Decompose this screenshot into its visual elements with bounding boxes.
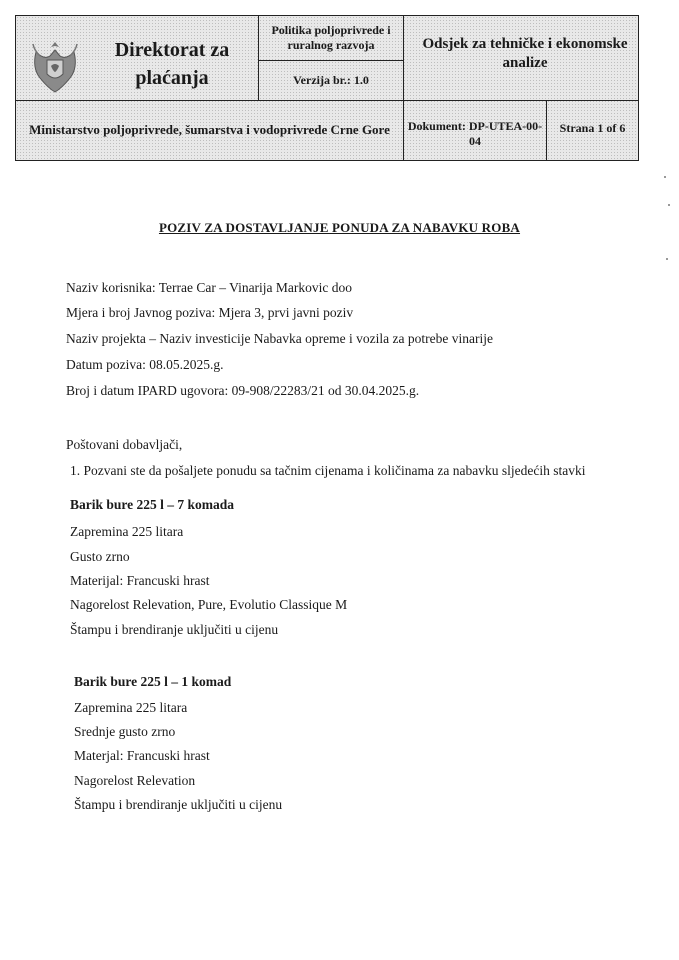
version-label: Verzija br.: 1.0 bbox=[293, 73, 369, 87]
department-title: Odsjek za tehničke i ekonomske analize bbox=[422, 36, 628, 71]
info-line: Datum poziva: 08.05.2025.g. bbox=[66, 357, 224, 372]
item-spec: Materijal: Francuski hrast bbox=[70, 573, 210, 588]
coat-of-arms-icon bbox=[30, 38, 80, 94]
salutation: Poštovani dobavljači, bbox=[66, 437, 183, 452]
scan-artifact bbox=[664, 176, 666, 178]
ministry-title: Ministarstvo poljoprivrede, šumarstva i vodoprivrede Crne Gore bbox=[29, 122, 390, 137]
ministry-cell bbox=[16, 101, 404, 160]
version-cell bbox=[259, 61, 404, 101]
item-spec: Nagorelost Relevation bbox=[74, 773, 196, 788]
item-spec: Materjal: Francuski hrast bbox=[74, 748, 210, 763]
document-code-cell bbox=[404, 101, 547, 160]
info-line: Mjera i broj Javnog poziva: Mjera 3, prvi javni poziv bbox=[66, 305, 354, 320]
item-spec: Nagorelost Relevation, Pure, Evolutio Classique M bbox=[70, 597, 348, 612]
info-line: Broj i datum IPARD ugovora: 09-908/22283/21 od 30.04.2025.g. bbox=[66, 383, 420, 398]
scan-artifact bbox=[666, 258, 668, 260]
policy-cell bbox=[259, 16, 404, 61]
item-spec: Zapremina 225 litara bbox=[70, 524, 184, 539]
item-spec: Srednje gusto zrno bbox=[74, 724, 176, 739]
info-line: Naziv korisnika: Terrae Car – Vinarija Markovic doo bbox=[66, 280, 353, 295]
intro-paragraph: 1. Pozvani ste da pošaljete ponudu sa tačnim cijenama i količinama za nabavku sljedećih stavki bbox=[70, 463, 586, 478]
department-cell bbox=[404, 16, 638, 101]
info-line: Naziv projekta – Naziv investicije Nabavka opreme i vozila za potrebe vinarije bbox=[66, 331, 493, 346]
page-number-cell bbox=[547, 101, 638, 160]
item-spec: Zapremina 225 litara bbox=[74, 700, 188, 715]
item-spec: Štampu i brendiranje uključiti u cijenu bbox=[74, 797, 283, 812]
document-title: POZIV ZA DOSTAVLJANJE PONUDA ZA NABAVKU ROBA bbox=[158, 220, 521, 235]
header-table bbox=[15, 15, 639, 161]
scan-artifact bbox=[668, 204, 670, 206]
item-heading: Barik bure 225 l – 1 komad bbox=[74, 674, 232, 689]
document-code: Dokument: DP-UTEA-00-04 bbox=[407, 119, 543, 148]
policy-title: Politika poljoprivrede i ruralnog razvoja bbox=[271, 23, 391, 52]
directorate-title: Direktorat za plaćanja bbox=[114, 39, 230, 89]
page-number: Strana 1 of 6 bbox=[559, 121, 626, 135]
directorate-cell bbox=[16, 16, 259, 101]
item-heading: Barik bure 225 l – 7 komada bbox=[70, 497, 235, 512]
item-spec: Štampu i brendiranje uključiti u cijenu bbox=[70, 622, 279, 637]
item-spec: Gusto zrno bbox=[70, 549, 130, 564]
